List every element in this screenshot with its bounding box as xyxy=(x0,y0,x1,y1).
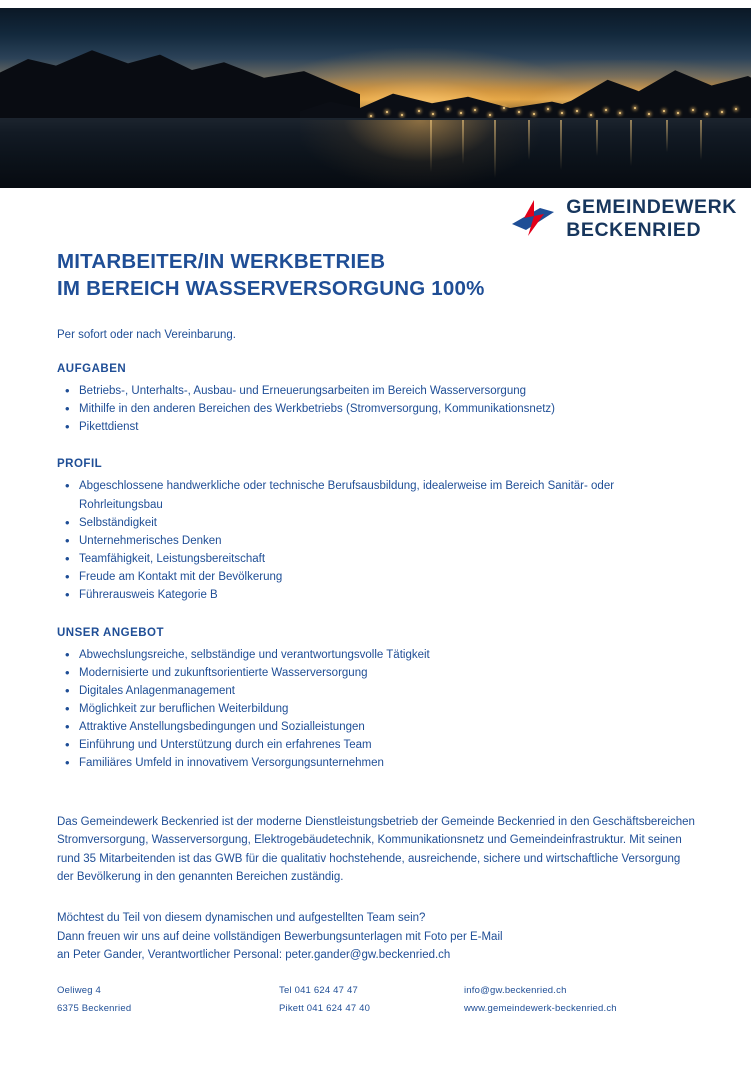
list-item: • Modernisierte und zukunftsorientierte Wasserversorgung xyxy=(57,664,697,682)
list-item: • Pikettdienst xyxy=(57,418,697,436)
advert-body xyxy=(57,248,697,965)
about-company-paragraph: Das Gemeindewerk Beckenried ist der moderne Dienstleistungsbetrieb der Gemeinde Beckenried in den Geschäftsbereichen Stromversorgung, Wasserversorgung, Elektrogebäudetechnik, Kommunikationsnetz und Gemeindeinfrastruktur. Mit seinen rund 35 Mitarbeitenden ist das GWB für die qualitativ hochstehende, ausreichende, sichere und wirtschaftliche Versorgung der Bevölkerung in den genannten Bereichen zuständig. xyxy=(57,815,695,884)
footer-address-street: Oeliweg 4 xyxy=(57,985,102,996)
page-title xyxy=(57,248,697,303)
application-line-2: Dann freuen wir uns auf deine vollständigen Bewerbungsunterlagen mit Foto per E-Mail xyxy=(57,930,503,943)
logo-line-1: GEMEINDEWERK xyxy=(566,196,737,218)
footer-contact xyxy=(464,982,697,1017)
list-item: • Abwechslungsreiche, selbständige und verantwortungsvolle Tätigkeit xyxy=(57,646,697,664)
logo-wordmark xyxy=(566,196,737,242)
hero-water-reflection-glow xyxy=(300,120,540,186)
footer-address xyxy=(57,982,279,1017)
footer-phone-pikett: Pikett 041 624 47 40 xyxy=(279,1002,371,1014)
footer-phone-main: Tel 041 624 47 47 xyxy=(279,985,358,996)
footer-phone xyxy=(279,982,464,1017)
list-item: • Selbständigkeit xyxy=(57,514,697,532)
section-list xyxy=(57,477,697,604)
footer xyxy=(57,982,697,1017)
section-list xyxy=(57,382,697,436)
section-heading: AUFGABEN xyxy=(57,362,127,375)
list-item: • Möglichkeit zur beruflichen Weiterbildung xyxy=(57,700,697,718)
section-heading: PROFIL xyxy=(57,458,103,471)
start-date-text: Per sofort oder nach Vereinbarung. xyxy=(57,328,237,341)
list-item: • Mithilfe in den anderen Bereichen des Werkbetriebs (Stromversorgung, Kommunikationsnetz) xyxy=(57,400,697,418)
page-title-line-2: IM BEREICH WASSERVERSORGUNG 100% xyxy=(57,277,485,301)
section-profil xyxy=(57,458,697,604)
section-unser-angebot xyxy=(57,627,697,773)
logo-line-2: BECKENRIED xyxy=(566,219,702,241)
lightning-bolt-icon xyxy=(510,198,556,240)
hero-image xyxy=(0,8,751,188)
company-logo xyxy=(510,196,737,242)
list-item: • Einführung und Unterstützung durch ein erfahrenes Team xyxy=(57,736,697,754)
section-heading: UNSER ANGEBOT xyxy=(57,626,165,639)
application-paragraph xyxy=(57,909,697,965)
section-list xyxy=(57,646,697,773)
footer-website[interactable]: www.gemeindewerk-beckenried.ch xyxy=(464,1002,617,1014)
list-item: • Abgeschlossene handwerkliche oder technische Berufsausbildung, idealerweise im Bereich Sanitär- oder Rohrleitungsbau xyxy=(57,477,697,513)
list-item: • Freude am Kontakt mit der Bevölkerung xyxy=(57,568,697,586)
list-item: • Digitales Anlagenmanagement xyxy=(57,682,697,700)
list-item: • Familiäres Umfeld in innovativem Versorgungsunternehmen xyxy=(57,754,697,772)
list-item: • Unternehmerisches Denken xyxy=(57,532,697,550)
application-line-1: Möchtest du Teil von diesem dynamischen und aufgestellten Team sein? xyxy=(57,912,426,925)
list-item: • Führerausweis Kategorie B xyxy=(57,586,697,604)
list-item: • Attraktive Anstellungsbedingungen und Sozialleistungen xyxy=(57,718,697,736)
footer-address-city: 6375 Beckenried xyxy=(57,1002,132,1014)
application-line-3: an Peter Gander, Verantwortlicher Personal: peter.gander@gw.beckenried.ch xyxy=(57,949,451,962)
list-item: • Betriebs-, Unterhalts-, Ausbau- und Erneuerungsarbeiten im Bereich Wasserversorgung xyxy=(57,382,697,400)
list-item: • Teamfähigkeit, Leistungsbereitschaft xyxy=(57,550,697,568)
footer-email[interactable]: info@gw.beckenried.ch xyxy=(464,985,567,996)
section-aufgaben xyxy=(57,363,697,436)
page-title-line-1: MITARBEITER/IN WERKBETRIEB xyxy=(57,250,386,273)
